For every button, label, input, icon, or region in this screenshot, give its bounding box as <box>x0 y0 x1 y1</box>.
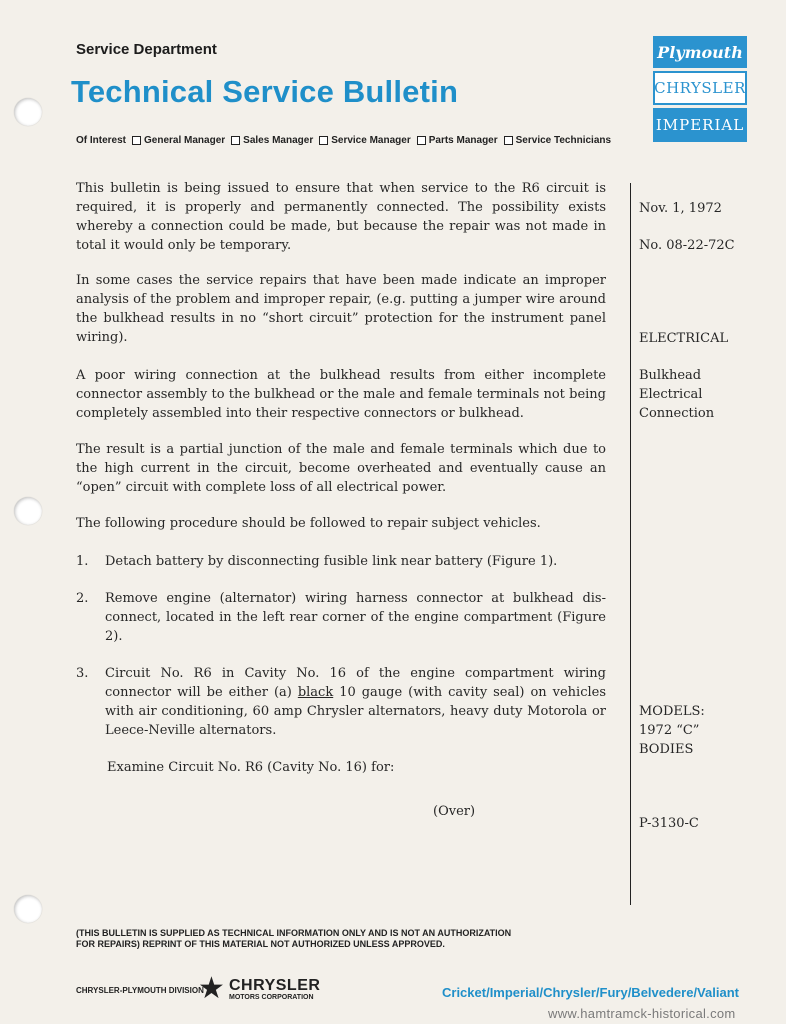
brand-logo-block <box>653 36 747 144</box>
step-number: 2. <box>76 591 89 606</box>
interest-option: Parts Manager <box>417 135 498 146</box>
checkbox-icon <box>132 136 141 145</box>
page-title: Technical Service Bulletin <box>71 74 459 109</box>
of-interest-row <box>76 135 611 146</box>
checkbox-icon <box>504 136 513 145</box>
subject-line: Bulkhead <box>639 368 702 383</box>
step-text: Circuit No. R6 in Cavity No. 16 of the engine compartment wiring connector will be either (a) black 10 gauge (with cavity seal) on vehicles with air conditioning, 60 amp Chrysler alternators, heavy duty Motorola or Leece-Neville alternators. <box>105 666 606 738</box>
disclaimer: (THIS BULLETIN IS SUPPLIED AS TECHNICAL INFORMATION ONLY AND IS NOT AN AUTHORIZATION FOR REPAIRS) REPRINT OF THIS MATERIAL NOT AUTHORIZED UNLESS APPROVED. <box>76 928 512 949</box>
subject-line: Electrical <box>639 387 703 402</box>
over-note: (Over) <box>433 804 476 819</box>
models-bodies: BODIES <box>639 742 694 757</box>
models-label: MODELS: <box>639 704 705 719</box>
reference-number: P-3130-C <box>639 816 699 831</box>
punch-hole <box>14 497 42 525</box>
checkbox-icon <box>319 136 328 145</box>
subject-line: Connection <box>639 406 715 421</box>
checkbox-icon <box>417 136 426 145</box>
department-heading: Service Department <box>76 41 217 58</box>
models-list: Cricket/Imperial/Chrysler/Fury/Belvedere/Valiant <box>442 985 739 1000</box>
paragraph-poor-connection: A poor wiring connection at the bulkhead results from either incomplete connector assembly to the bulkhead or the male and female terminals not being completely assembled into their respective connectors or bulkhead. <box>76 368 606 421</box>
step-text: Remove engine (alternator) wiring harness connector at bulkhead dis-connect, located in the left rear corner of the engine compartment (Figure 2). <box>105 591 606 644</box>
models-year: 1972 “C” <box>639 723 700 738</box>
watermark: www.hamtramck-historical.com <box>548 1006 736 1021</box>
interest-option: Service Technicians <box>504 135 611 146</box>
chrysler-corp-logo: CHRYSLER MOTORS CORPORATION <box>229 977 321 1001</box>
plymouth-logo: Plymouth <box>653 36 747 68</box>
chrysler-logo: CHRYSLER <box>653 71 747 105</box>
bulletin-category: ELECTRICAL <box>639 331 729 346</box>
interest-option: Sales Manager <box>231 135 313 146</box>
division-name: CHRYSLER-PLYMOUTH DIVISION <box>76 986 204 995</box>
bulletin-number: No. 08-22-72C <box>639 238 735 253</box>
bulletin-date: Nov. 1, 1972 <box>639 201 722 216</box>
interest-option: Service Manager <box>319 135 411 146</box>
imperial-logo: IMPERIAL <box>653 108 747 142</box>
step-number: 3. <box>76 666 89 681</box>
interest-option: General Manager <box>132 135 225 146</box>
step-text: Detach battery by disconnecting fusible link near battery (Figure 1). <box>105 554 558 569</box>
pentastar-icon: ★ <box>198 971 225 1006</box>
paragraph-procedure: The following procedure should be followed to repair subject vehicles. <box>76 516 541 531</box>
of-interest-label: Of Interest <box>76 135 127 146</box>
paragraph-intro: This bulletin is being issued to ensure that when service to the R6 circuit is required, it is properly and permanently connected. The possibility exists whereby a connection could be made, but because the repair was not made in total it would only be temporary. <box>76 181 606 253</box>
punch-hole <box>14 98 42 126</box>
paragraph-result: The result is a partial junction of the male and female terminals which due to the high current in the circuit, become overheated and eventually cause an “open” circuit with complete loss of all electrical power. <box>76 442 606 495</box>
checkbox-icon <box>231 136 240 145</box>
underlined-word: black <box>297 685 334 700</box>
step-number: 1. <box>76 554 89 569</box>
punch-hole <box>14 895 42 923</box>
paragraph-improper-repair: In some cases the service repairs that have been made indicate an improper analysis of the problem and improper repair, (e.g. putting a jumper wire around the bulkhead results in no “short circuit” protection for the instrument panel wiring). <box>76 273 606 345</box>
column-divider <box>630 183 631 905</box>
examine-line: Examine Circuit No. R6 (Cavity No. 16) for: <box>107 760 395 775</box>
